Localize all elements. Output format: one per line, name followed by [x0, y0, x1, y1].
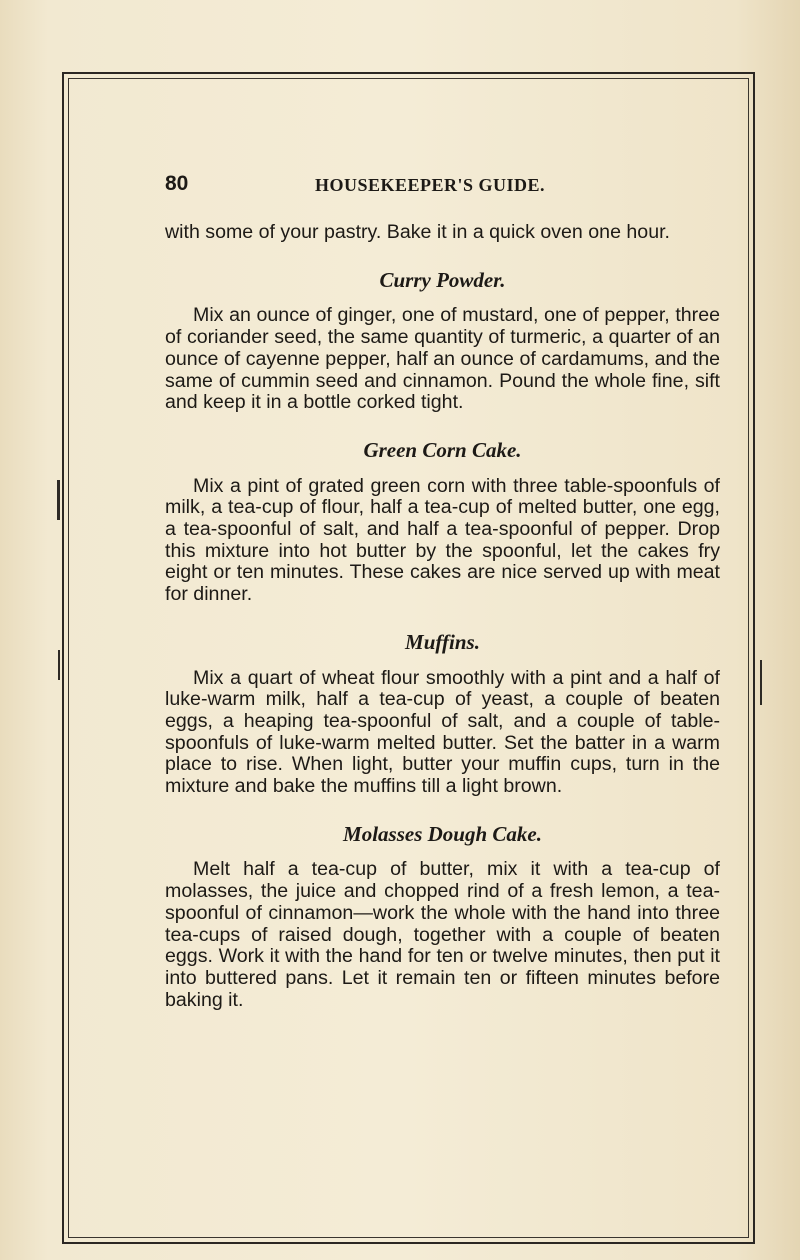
recipe-heading-curry-powder: Curry Powder. — [379, 267, 506, 292]
binding-mark — [58, 650, 60, 680]
binding-mark — [760, 660, 762, 705]
running-head: HOUSEKEEPER'S GUIDE. — [315, 175, 546, 195]
recipe-text-molasses-dough-cake: Melt half a tea-cup of butter, mix it with a tea-cup of molasses, the juice and chopped rind of a fresh lemon, a tea-spoonful of cinnamon—work the whole with the hand into three tea-cups of raised dough, together with a couple of beaten eggs. Work it with the hand for ten or twelve minutes, then put it into buttered pans. Let it remain ten or fifteen minutes before baking it. — [165, 858, 720, 1011]
recipe-text-muffins: Mix a quart of wheat flour smoothly with a pint and a half of luke-warm milk, half a tea-cup of yeast, a couple of beaten eggs, a heaping tea-spoonful of salt, and a couple of table-spoonfuls of luke-warm melted butter. Set the batter in a warm place to rise. When light, butter your muffin cups, turn in the mixture and bake the muffins till a light brown. — [165, 666, 720, 798]
page-body — [165, 222, 720, 1011]
continued-paragraph: with some of your pastry. Bake it in a quick oven one hour. — [165, 221, 670, 243]
page-header — [165, 172, 725, 200]
recipe-heading-molasses-dough-cake: Molasses Dough Cake. — [343, 821, 542, 846]
recipe-heading-green-corn-cake: Green Corn Cake. — [363, 437, 522, 462]
recipe-heading-muffins: Muffins. — [405, 629, 480, 654]
recipe-text-curry-powder: Mix an ounce of ginger, one of mustard, one of pepper, three of coriander seed, the same quantity of turmeric, a quarter of an ounce of cayenne pepper, half an ounce of cardamums, and the same of cummin seed and cinnamon. Pound the whole fine, sift and keep it in a bottle corked tight. — [165, 304, 720, 414]
recipe-text-green-corn-cake: Mix a pint of grated green corn with three table-spoonfuls of milk, a tea-cup of flour, half a tea-cup of melted butter, one egg, a tea-spoonful of salt, and half a tea-spoonful of pepper. Drop this mixture into hot butter by the spoonful, let the cakes fry eight or ten minutes. These cakes are nice served up with meat for dinner. — [165, 474, 720, 606]
binding-mark — [57, 480, 60, 520]
page-number: 80 — [165, 172, 189, 195]
